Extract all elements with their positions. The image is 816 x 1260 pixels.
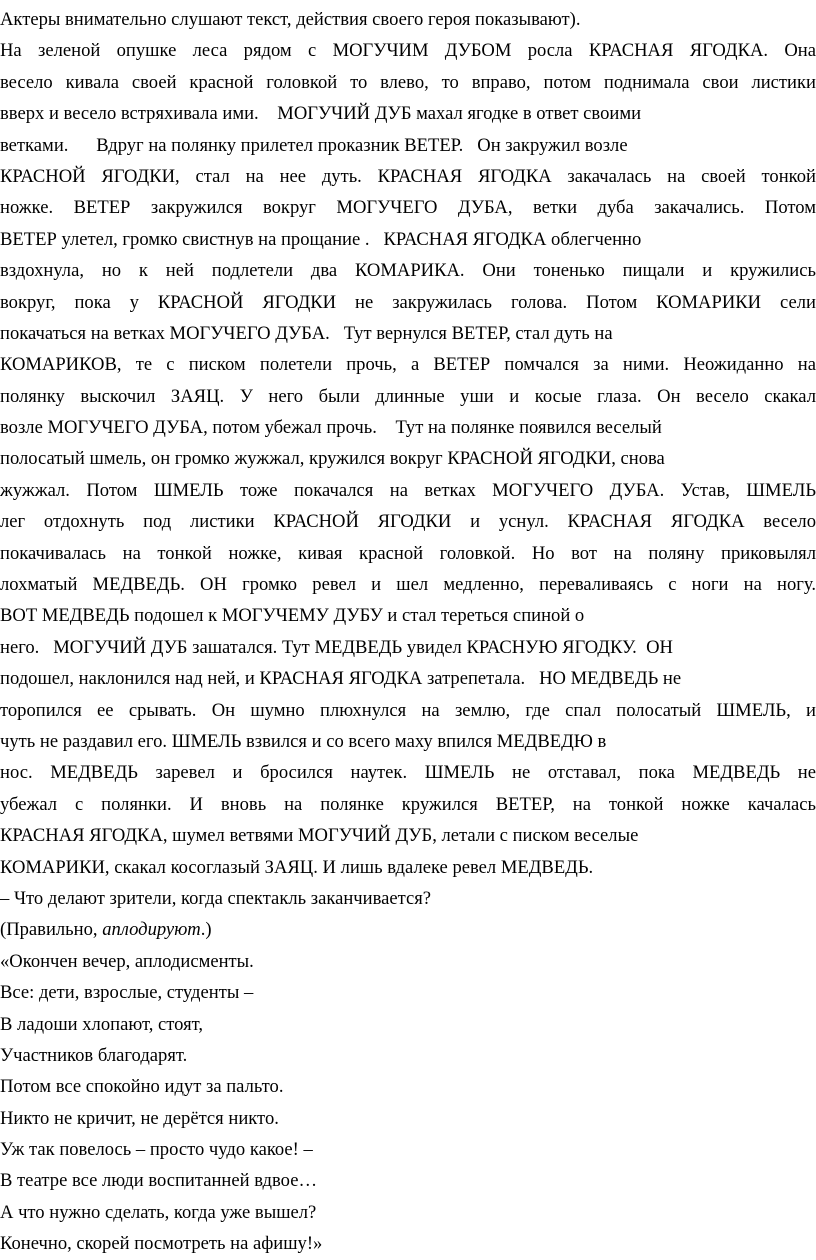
story-line: вздохнула, но к ней подлетели два КОМАРИКА. Они тоненько пищали и кружились <box>0 260 816 282</box>
poem-line: Конечно, скорей посмотреть на афишу!» <box>0 1233 323 1255</box>
story-line: подошел, наклонился над ней, и КРАСНАЯ ЯГОДКА затрепетала. НО МЕДВЕДЬ не <box>0 668 682 690</box>
story-line: убежал с полянки. И вновь на полянке кружился ВЕТЕР, на тонкой ножке качалась <box>0 793 816 815</box>
question-line: – Что делают зрители, когда спектакль заканчивается? <box>0 887 432 909</box>
poem-line: «Окончен вечер, аплодисменты. <box>0 950 254 972</box>
story-line: возле МОГУЧЕГО ДУБА, потом убежал прочь. Тут на полянке появился веселый <box>0 417 662 439</box>
story-line: ветками. Вдруг на полянку прилетел проказник ВЕТЕР. Он закружил возле <box>0 134 628 156</box>
story-line: весело кивала своей красной головкой то влево, то вправо, потом поднимала свои листики <box>0 71 816 93</box>
story-line: вокруг, пока у КРАСНОЙ ЯГОДКИ не закружилась голова. Потом КОМАРИКИ сели <box>0 291 816 313</box>
poem-line: Потом все спокойно идут за пальто. <box>0 1076 284 1098</box>
story-line: КРАСНОЙ ЯГОДКИ, стал на нее дуть. КРАСНАЯ ЯГОДКА закачалась на своей тонкой <box>0 165 816 187</box>
story-line: ножке. ВЕТЕР закружился вокруг МОГУЧЕГО ДУБА, ветки дуба закачались. Потом <box>0 197 816 219</box>
poem-line: А что нужно сделать, когда уже вышел? <box>0 1201 317 1223</box>
poem-line: Все: дети, взрослые, студенты – <box>0 982 254 1004</box>
story-line: полянку выскочил ЗАЯЦ. У него были длинные уши и косые глаза. Он весело скакал <box>0 385 816 407</box>
story-line: ВЕТЕР улетел, громко свистнув на прощание . КРАСНАЯ ЯГОДКА облегченно <box>0 228 642 250</box>
story-line: КРАСНАЯ ЯГОДКА, шумел ветвями МОГУЧИЙ ДУБ, летали с писком веселые <box>0 825 639 847</box>
story-line: покачивалась на тонкой ножке, кивая красной головкой. Но вот на поляну приковылял <box>0 542 816 564</box>
answer-suffix: .) <box>200 919 212 941</box>
story-line: КОМАРИКИ, скакал косоглазый ЗАЯЦ. И лишь вдалеке ревел МЕДВЕДЬ. <box>0 856 594 878</box>
story-line: КОМАРИКОВ, те с писком полетели прочь, а ВЕТЕР помчался за ними. Неожиданно на <box>0 354 816 376</box>
story-text <box>0 4 816 883</box>
story-line: Актеры внимательно слушают текст, действия своего героя показывают). <box>0 9 581 30</box>
story-line: лохматый МЕДВЕДЬ. ОН громко ревел и шел медленно, переваливаясь с ноги на ногу. <box>0 574 816 596</box>
story-line: полосатый шмель, он громко жужжал, кружился вокруг КРАСНОЙ ЯГОДКИ, снова <box>0 448 665 470</box>
poem-line: Уж так повелось – просто чудо какое! – <box>0 1139 313 1161</box>
story-line: ВОТ МЕДВЕДЬ подошел к МОГУЧЕМУ ДУБУ и стал тереться спиной о <box>0 605 585 627</box>
story-line: вверх и весело встряхивала ими. МОГУЧИЙ ДУБ махал ягодке в ответ своими <box>0 103 642 125</box>
answer-italic: аплодируют <box>102 919 201 941</box>
story-line: На зеленой опушке леса рядом с МОГУЧИМ ДУБОМ росла КРАСНАЯ ЯГОДКА. Она <box>0 40 816 62</box>
story-line: лег отдохнуть под листики КРАСНОЙ ЯГОДКИ и уснул. КРАСНАЯ ЯГОДКА весело <box>0 511 816 533</box>
poem-line: В театре все люди воспитанней вдвое… <box>0 1170 318 1192</box>
story-line: торопился ее срывать. Он шумно плюхнулся на землю, где спал полосатый ШМЕЛЬ, и <box>0 699 816 721</box>
poem-line: В ладоши хлопают, стоят, <box>0 1013 204 1035</box>
poem-line: Никто не кричит, не дерётся никто. <box>0 1107 279 1129</box>
answer-prefix: (Правильно, <box>0 919 103 941</box>
answer-line <box>0 914 816 945</box>
story-line: него. МОГУЧИЙ ДУБ зашатался. Тут МЕДВЕДЬ увидел КРАСНУЮ ЯГОДКУ. ОН <box>0 636 673 658</box>
story-line: нос. МЕДВЕДЬ заревел и бросился наутек. ШМЕЛЬ не отставал, пока МЕДВЕДЬ не <box>0 762 816 784</box>
poem-line: Участников благодарят. <box>0 1044 188 1066</box>
story-line: чуть не раздавил его. ШМЕЛЬ взвился и со всего маху впился МЕДВЕДЮ в <box>0 730 607 752</box>
poem <box>0 946 816 1260</box>
story-line: покачаться на ветках МОГУЧЕГО ДУБА. Тут вернулся ВЕТЕР, стал дуть на <box>0 322 613 344</box>
story-line: жужжал. Потом ШМЕЛЬ тоже покачался на ветках МОГУЧЕГО ДУБА. Устав, ШМЕЛЬ <box>0 479 816 501</box>
